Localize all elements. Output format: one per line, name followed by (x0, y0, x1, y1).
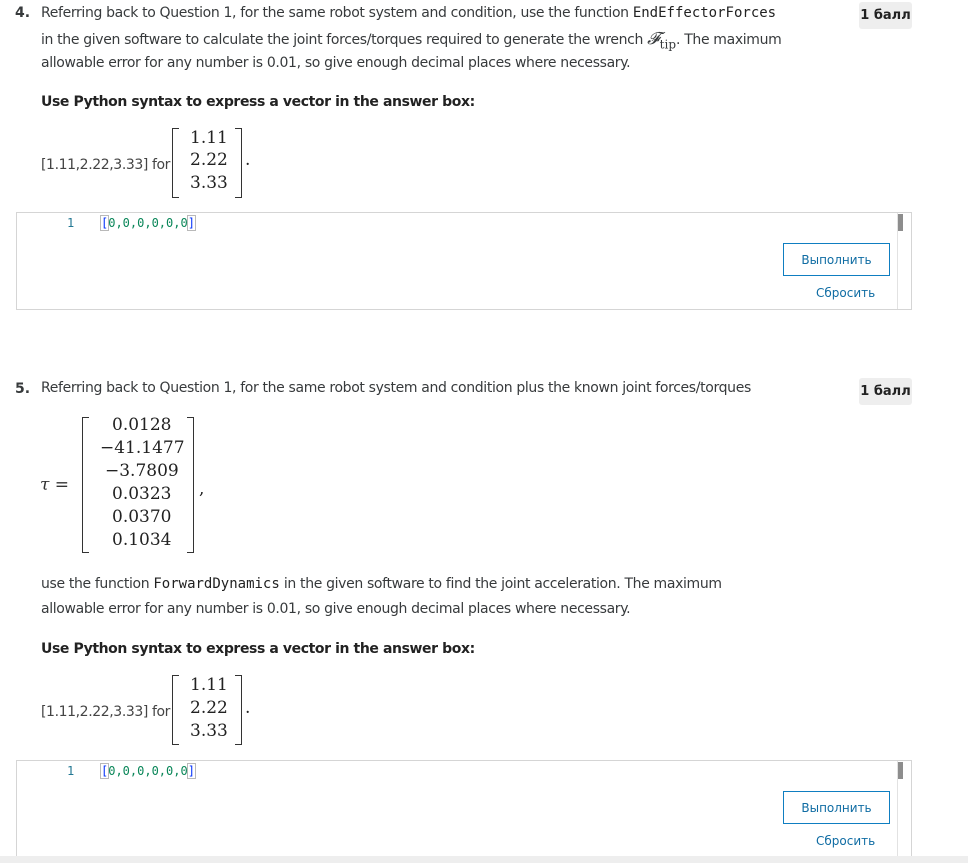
run-button[interactable]: Выполнить (783, 243, 890, 276)
vector-entry: 3.33 (190, 721, 228, 741)
text-segment: in the given software to find the joint acceleration. The maximum (279, 576, 722, 592)
text-cursor (195, 764, 196, 777)
text-segment: . The maximum (676, 32, 782, 48)
code-values: 0,0,0,0,0,0 (108, 764, 188, 778)
trailing-period: . (245, 698, 251, 718)
instruction-text: Use Python syntax to express a vector in the answer box: (41, 641, 475, 657)
code-line[interactable] (101, 764, 196, 778)
vector-entry: 0.0128 (112, 415, 172, 435)
code-open-bracket: [ (101, 216, 109, 230)
example-text: [1.11,2.22,3.33] for (41, 157, 171, 173)
text-cursor (195, 216, 196, 229)
trailing-period: . (245, 150, 251, 170)
question-text-line-3: allowable error for any number is 0.01, so give enough decimal places where necessary. (41, 601, 631, 617)
reset-link[interactable]: Сбросить (816, 834, 876, 848)
vector-entry: 0.1034 (112, 530, 172, 550)
text-segment: Referring back to Question 1, for the same robot system and condition, use the function (41, 5, 633, 21)
example-vector (172, 128, 252, 200)
vector-entry: 0.0323 (112, 484, 172, 504)
editor-scrollbar-thumb[interactable] (898, 762, 903, 779)
instruction-text: Use Python syntax to express a vector in the answer box: (41, 94, 475, 110)
reset-link[interactable]: Сбросить (816, 286, 876, 300)
example-vector (172, 675, 252, 747)
editor-scrollbar-thumb[interactable] (898, 214, 903, 231)
code-editor[interactable] (16, 212, 912, 310)
tau-vector (82, 415, 212, 557)
vector-entry: −3.7809 (105, 461, 179, 481)
points-badge: 1 балл (859, 2, 912, 29)
question-text-line-2 (41, 572, 722, 597)
text-segment: use the function (41, 576, 154, 592)
function-name: ForwardDynamics (153, 576, 280, 592)
left-bracket (82, 417, 89, 553)
left-bracket (172, 128, 179, 198)
vector-entry: 1.11 (190, 128, 228, 148)
vector-entry: 1.11 (190, 675, 228, 695)
question-text-line-3: allowable error for any number is 0.01, so give enough decimal places where necessary. (41, 55, 631, 71)
function-name: EndEffectorForces (632, 5, 777, 21)
left-bracket (172, 675, 179, 745)
vector-entry: 2.22 (190, 698, 228, 718)
text-segment: in the given software to calculate the joint forces/torques required to generate the wrench (41, 32, 648, 48)
wrench-subscript: tip (659, 37, 677, 52)
code-editor[interactable] (16, 760, 912, 861)
line-number: 1 (67, 764, 75, 778)
line-number: 1 (67, 216, 75, 230)
question-number: 4. (15, 5, 31, 21)
question-text-line-1: Referring back to Question 1, for the same robot system and condition plus the known joint forces/torques (41, 380, 751, 396)
right-bracket (235, 675, 242, 745)
question-number: 5. (15, 381, 31, 397)
run-button[interactable]: Выполнить (783, 791, 890, 824)
example-text: [1.11,2.22,3.33] for (41, 704, 171, 720)
code-close-bracket: ] (187, 216, 195, 230)
question-text-line-1 (41, 1, 776, 26)
wrench-symbol (647, 29, 677, 52)
code-line[interactable] (101, 216, 196, 230)
right-bracket (235, 128, 242, 198)
page-bottom-strip (0, 856, 968, 863)
vector-entry: −41.1477 (100, 438, 185, 458)
code-open-bracket: [ (101, 764, 109, 778)
vector-entry: 0.0370 (112, 507, 172, 527)
wrench-letter: 𝓕 (647, 29, 660, 49)
vector-entry: 2.22 (190, 150, 228, 170)
vector-entry: 3.33 (190, 173, 228, 193)
code-values: 0,0,0,0,0,0 (108, 216, 188, 230)
tau-label: τ = (40, 475, 70, 495)
points-badge: 1 балл (859, 378, 912, 405)
right-bracket (187, 417, 194, 553)
code-close-bracket: ] (187, 764, 195, 778)
trailing-comma: , (199, 479, 205, 499)
